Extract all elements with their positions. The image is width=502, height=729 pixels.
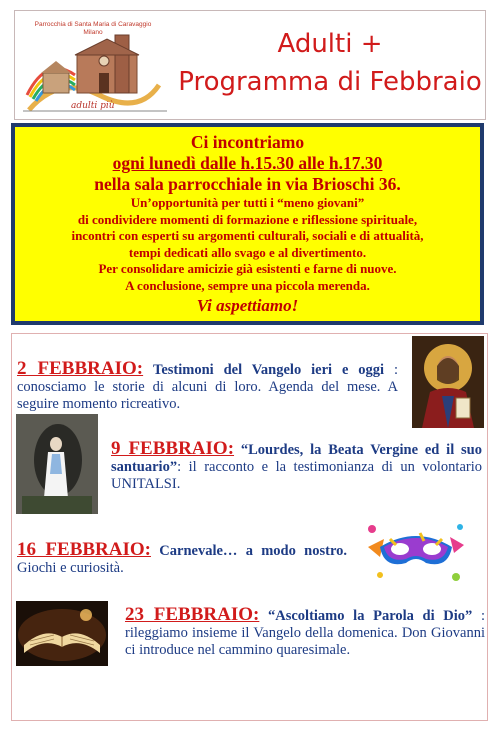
event-feb-2: [17, 360, 398, 413]
event-date: 16 FEBBRAIO:: [17, 539, 151, 560]
header-box: [14, 10, 486, 120]
logo-parish-name: Parrocchia di Santa Maria di Caravaggio: [34, 21, 152, 28]
intro-line: A conclusione, sempre una piccola merenda.: [125, 277, 370, 293]
parish-logo: [19, 15, 167, 115]
intro-closing: Vi aspettiamo!: [196, 296, 299, 315]
intro-line: Per consolidare amicizie già esistenti e farne di nuove.: [98, 261, 397, 276]
event-title: Testimoni del Vangelo ieri e oggi: [153, 362, 385, 378]
carnival-mask-image: [360, 517, 472, 587]
event-feb-23: [125, 606, 485, 659]
intro-line: di condividere momenti di formazione e riflessione spirituale,: [77, 211, 418, 227]
intro-line: Un’opportunità per tutti i “meno giovani”: [130, 195, 365, 210]
open-bible-image: [16, 601, 108, 666]
intro-location: nella sala parrocchiale in via Brioschi 36.: [94, 174, 401, 194]
event-feb-9: [111, 440, 482, 493]
lourdes-grotto-image: [16, 414, 98, 514]
event-title: “Ascoltiamo la Parola di Dio”: [268, 608, 473, 624]
event-date: 23 FEBBRAIO:: [125, 604, 260, 625]
event-title: “Lourdes, la Beata Vergine ed il suo santuario”: [111, 442, 483, 475]
event-date: 2 FEBBRAIO:: [17, 358, 144, 379]
logo-text: [19, 21, 167, 37]
intro-schedule: ogni lunedì dalle h.15.30 alle h.17.30: [112, 153, 383, 173]
intro-banner: [11, 123, 484, 325]
event-date: 9 FEBBRAIO:: [111, 438, 235, 459]
logo-city: Milano: [83, 29, 103, 36]
logo-caption: adulti più: [71, 101, 115, 111]
event-description: Giochi e curiosità.: [17, 560, 124, 576]
intro-line: incontri con esperti su argomenti culturali, sociali e di attualità,: [71, 228, 424, 243]
intro-line: Ci incontriamo: [190, 132, 305, 152]
title-line-2: Programma di Febbraio: [178, 67, 482, 97]
event-title: Carnevale… a modo nostro.: [159, 543, 347, 559]
event-description: : conosciamo le storie di alcuni di loro. Agenda del mese. A seguire momento ricreativo.: [17, 362, 399, 412]
event-feb-16: [17, 541, 347, 577]
christ-icon-image: [412, 336, 484, 428]
intro-line: tempi dedicati allo svago e al divertimento.: [128, 244, 367, 260]
event-description: : il racconto e la testimonianza di un volontario UNITALSI.: [111, 459, 482, 492]
event-description: : rileggiamo insieme il Vangelo della domenica. Don Giovanni ci introduce nel cammino quaresimale.: [125, 608, 485, 658]
page-title: [175, 25, 485, 101]
title-line-1: Adulti +: [277, 29, 383, 59]
